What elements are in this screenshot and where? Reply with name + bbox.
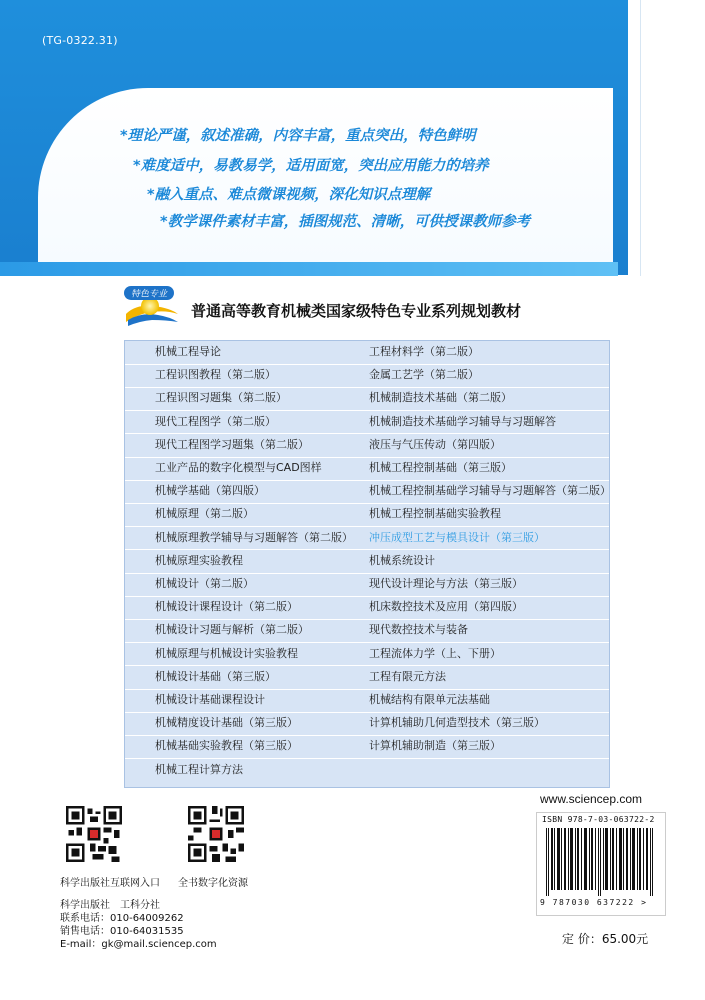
sales-phone: 销售电话：010-64031535 [60, 926, 184, 937]
table-row [125, 666, 609, 690]
book-title: 机械工程控制基础学习辅导与习题解答（第二版） [369, 484, 611, 498]
barcode-icon [544, 828, 656, 896]
qr-caption-website: 科学出版社互联网入口 [60, 878, 160, 889]
series-title: 普通高等教育机械类国家级特色专业系列规划教材 [191, 302, 522, 320]
feature-item: *难度适中，易教易学，适用面宽，突出应用能力的培养 [133, 158, 489, 174]
table-row [125, 457, 609, 481]
book-title: 机械原理实验教程 [155, 553, 243, 567]
feature-item: *教学课件素材丰富，插图规范、清晰，可供授课教师参考 [160, 214, 531, 230]
book-title: 现代设计理论与方法（第三版） [369, 577, 523, 590]
book-title: 机械制造技术基础学习辅导与习题解答 [369, 414, 556, 428]
barcode-digits: 9 787030 637222 > [540, 898, 648, 907]
digital-resources-qr-code-icon[interactable] [188, 806, 244, 862]
book-title: 现代工程图学（第二版） [155, 414, 276, 428]
book-title: 工程识图习题集（第二版） [155, 391, 287, 405]
book-title: 现代工程图学习题集（第二版） [155, 437, 309, 451]
book-title: 计算机辅助制造（第三版） [369, 739, 501, 753]
book-title: 机械结构有限单元法基础 [369, 693, 490, 706]
book-title: 机械设计习题与解析（第二版） [155, 623, 309, 637]
table-row [125, 759, 609, 782]
book-title: 机械工程导论 [155, 345, 221, 358]
isbn-number: ISBN 978-7-03-063722-2 [542, 815, 655, 824]
book-title: 机械设计课程设计（第二版） [155, 600, 298, 614]
book-title: 机械设计基础（第三版） [155, 669, 276, 683]
table-row [125, 712, 609, 736]
feature-item: *融入重点、难点微课视频，深化知识点理解 [147, 187, 431, 203]
book-title: 机械系统设计 [369, 553, 435, 567]
book-title: 工程材料学（第二版） [369, 345, 479, 358]
book-title: 工程流体力学（上、下册） [369, 646, 501, 660]
book-title: 机械原理与机械设计实验教程 [155, 646, 298, 660]
table-row [125, 689, 609, 713]
contact-email: E-mail：gk@mail.sciencep.com [60, 939, 217, 950]
price: 定 价：65.00元 [562, 932, 649, 946]
table-row [125, 573, 609, 597]
book-title: 机械制造技术基础（第二版） [369, 391, 512, 405]
book-title: 金属工艺学（第二版） [369, 368, 479, 382]
book-title: 液压与气压传动（第四版） [369, 437, 501, 451]
book-title: 机械原理（第二版） [155, 507, 254, 521]
table-row [125, 550, 609, 574]
book-title: 机械工程控制基础实验教程 [369, 507, 501, 521]
book-title: 计算机辅助几何造型技术（第三版） [369, 716, 545, 730]
book-title: 机械原理教学辅导与习题解答（第二版） [155, 530, 353, 544]
contact-phone: 联系电话：010-64009262 [60, 913, 184, 924]
book-title: 现代数控技术与装备 [369, 623, 468, 637]
publisher-name: 科学出版社 工科分社 [60, 900, 160, 911]
table-row [125, 643, 609, 667]
special-major-badge-icon [122, 284, 180, 328]
book-title: 机械学基础（第四版） [155, 484, 265, 498]
table-row [125, 527, 609, 551]
qr-caption-resources: 全书数字化资源 [178, 878, 248, 889]
table-row [125, 480, 609, 504]
table-row [125, 341, 609, 365]
table-row [125, 596, 609, 620]
book-title: 机械基础实验教程（第三版） [155, 739, 298, 753]
book-title-highlighted: 冲压成型工艺与模具设计（第三版） [369, 530, 545, 544]
feature-panel [38, 88, 613, 264]
band-stripe [0, 262, 618, 276]
book-title: 机械设计（第二版） [155, 577, 254, 590]
book-title: 工业产品的数字化模型与CAD图样 [155, 461, 322, 474]
table-row [125, 434, 609, 458]
book-title: 工程识图教程（第二版） [155, 368, 276, 382]
classification-code: (TG-0322.31) [42, 34, 118, 47]
table-row [125, 619, 609, 643]
book-title: 机械精度设计基础（第三版） [155, 716, 298, 730]
table-row [125, 364, 609, 388]
table-row [125, 503, 609, 527]
website-qr-code-icon[interactable] [66, 806, 122, 862]
spine-line [640, 0, 641, 276]
book-title: 机械设计基础课程设计 [155, 693, 265, 706]
publisher-website[interactable]: www.sciencep.com [540, 792, 643, 806]
book-title: 机械工程控制基础（第三版） [369, 461, 512, 474]
book-title: 机械工程计算方法 [155, 762, 243, 776]
badge-text: 特色专业 [130, 289, 168, 300]
book-title: 机床数控技术及应用（第四版） [369, 600, 523, 614]
table-row [125, 387, 609, 411]
feature-item: *理论严谨，叙述准确，内容丰富，重点突出，特色鲜明 [120, 128, 476, 144]
book-list [124, 340, 610, 788]
book-title: 工程有限元方法 [369, 669, 446, 683]
table-row [125, 411, 609, 435]
table-row [125, 735, 609, 759]
